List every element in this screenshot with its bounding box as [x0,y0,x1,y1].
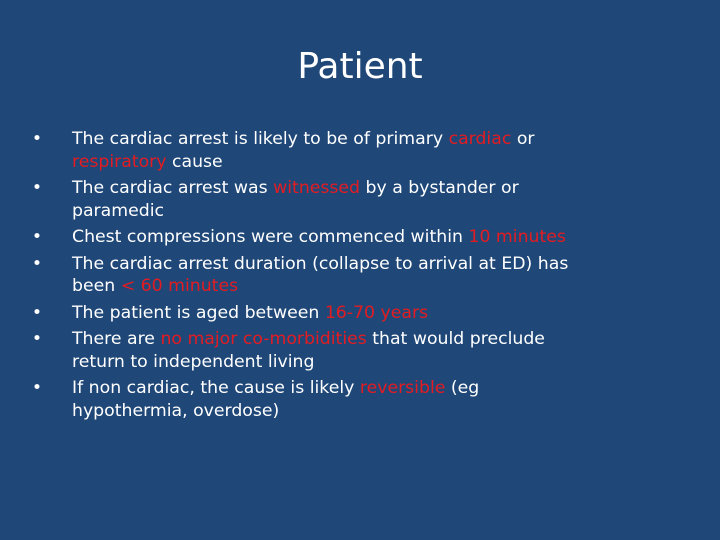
bullet-item [30,302,670,325]
bullet-text: The cardiac arrest was [72,178,274,198]
bullet-text: by a bystander or [360,178,519,198]
highlighted-text: 16-70 years [324,302,429,323]
bullet-item [30,177,670,222]
bullet-text: been [72,276,121,296]
bullet-text: (eg [445,378,480,398]
bullet-marker: • [31,329,43,349]
bullet-text: paramedic [72,200,164,221]
bullet-marker: • [31,178,43,198]
bullet-line [72,226,670,249]
bullet-item [30,128,670,173]
bullet-text: cause [166,151,223,172]
bullet-line [72,275,670,298]
bullet-text: If non cardiac, the cause is likely [72,378,360,398]
bullet-text: return to independent living [72,351,315,372]
highlighted-text: cardiac [448,129,512,149]
bullet-line [72,200,670,223]
bullet-text: The cardiac arrest duration (collapse to arrival at ED) has [72,253,569,274]
bullet-marker: • [31,227,43,247]
bullet-marker: • [31,302,43,323]
bullet-item [30,377,670,422]
bullet-line [72,400,670,423]
bullet-line [72,302,670,325]
bullet-text: There are [72,329,161,349]
bullet-marker: • [31,378,43,398]
bullet-text: The cardiac arrest is likely to be of primary [72,129,449,149]
slide-title: Patient [297,46,423,87]
highlighted-text: no major co-morbidities [160,329,367,349]
bullet-text: hypothermia, overdose) [72,400,280,421]
bullet-marker: • [31,129,43,149]
bullet-item [30,253,670,298]
bullet-line [72,377,670,400]
highlighted-text: 10 minutes [468,227,566,247]
highlighted-text: witnessed [273,178,361,198]
highlighted-text: < 60 minutes [120,276,239,296]
bullet-text: The patient is aged between [72,302,325,323]
highlighted-text: respiratory [72,151,167,172]
bullet-line [72,328,670,351]
bullet-text: or [511,129,535,149]
bullet-line [72,253,670,276]
bullet-line [72,151,670,174]
bullet-item [30,226,670,249]
bullet-text: that would preclude [366,329,545,349]
bullet-line [72,128,670,151]
highlighted-text: reversible [359,378,446,398]
bullet-item [30,328,670,373]
bullet-marker: • [31,253,43,274]
bullet-line [72,351,670,374]
bullet-line [72,177,670,200]
bullet-list [30,128,670,426]
bullet-text: Chest compressions were commenced within [72,227,469,247]
